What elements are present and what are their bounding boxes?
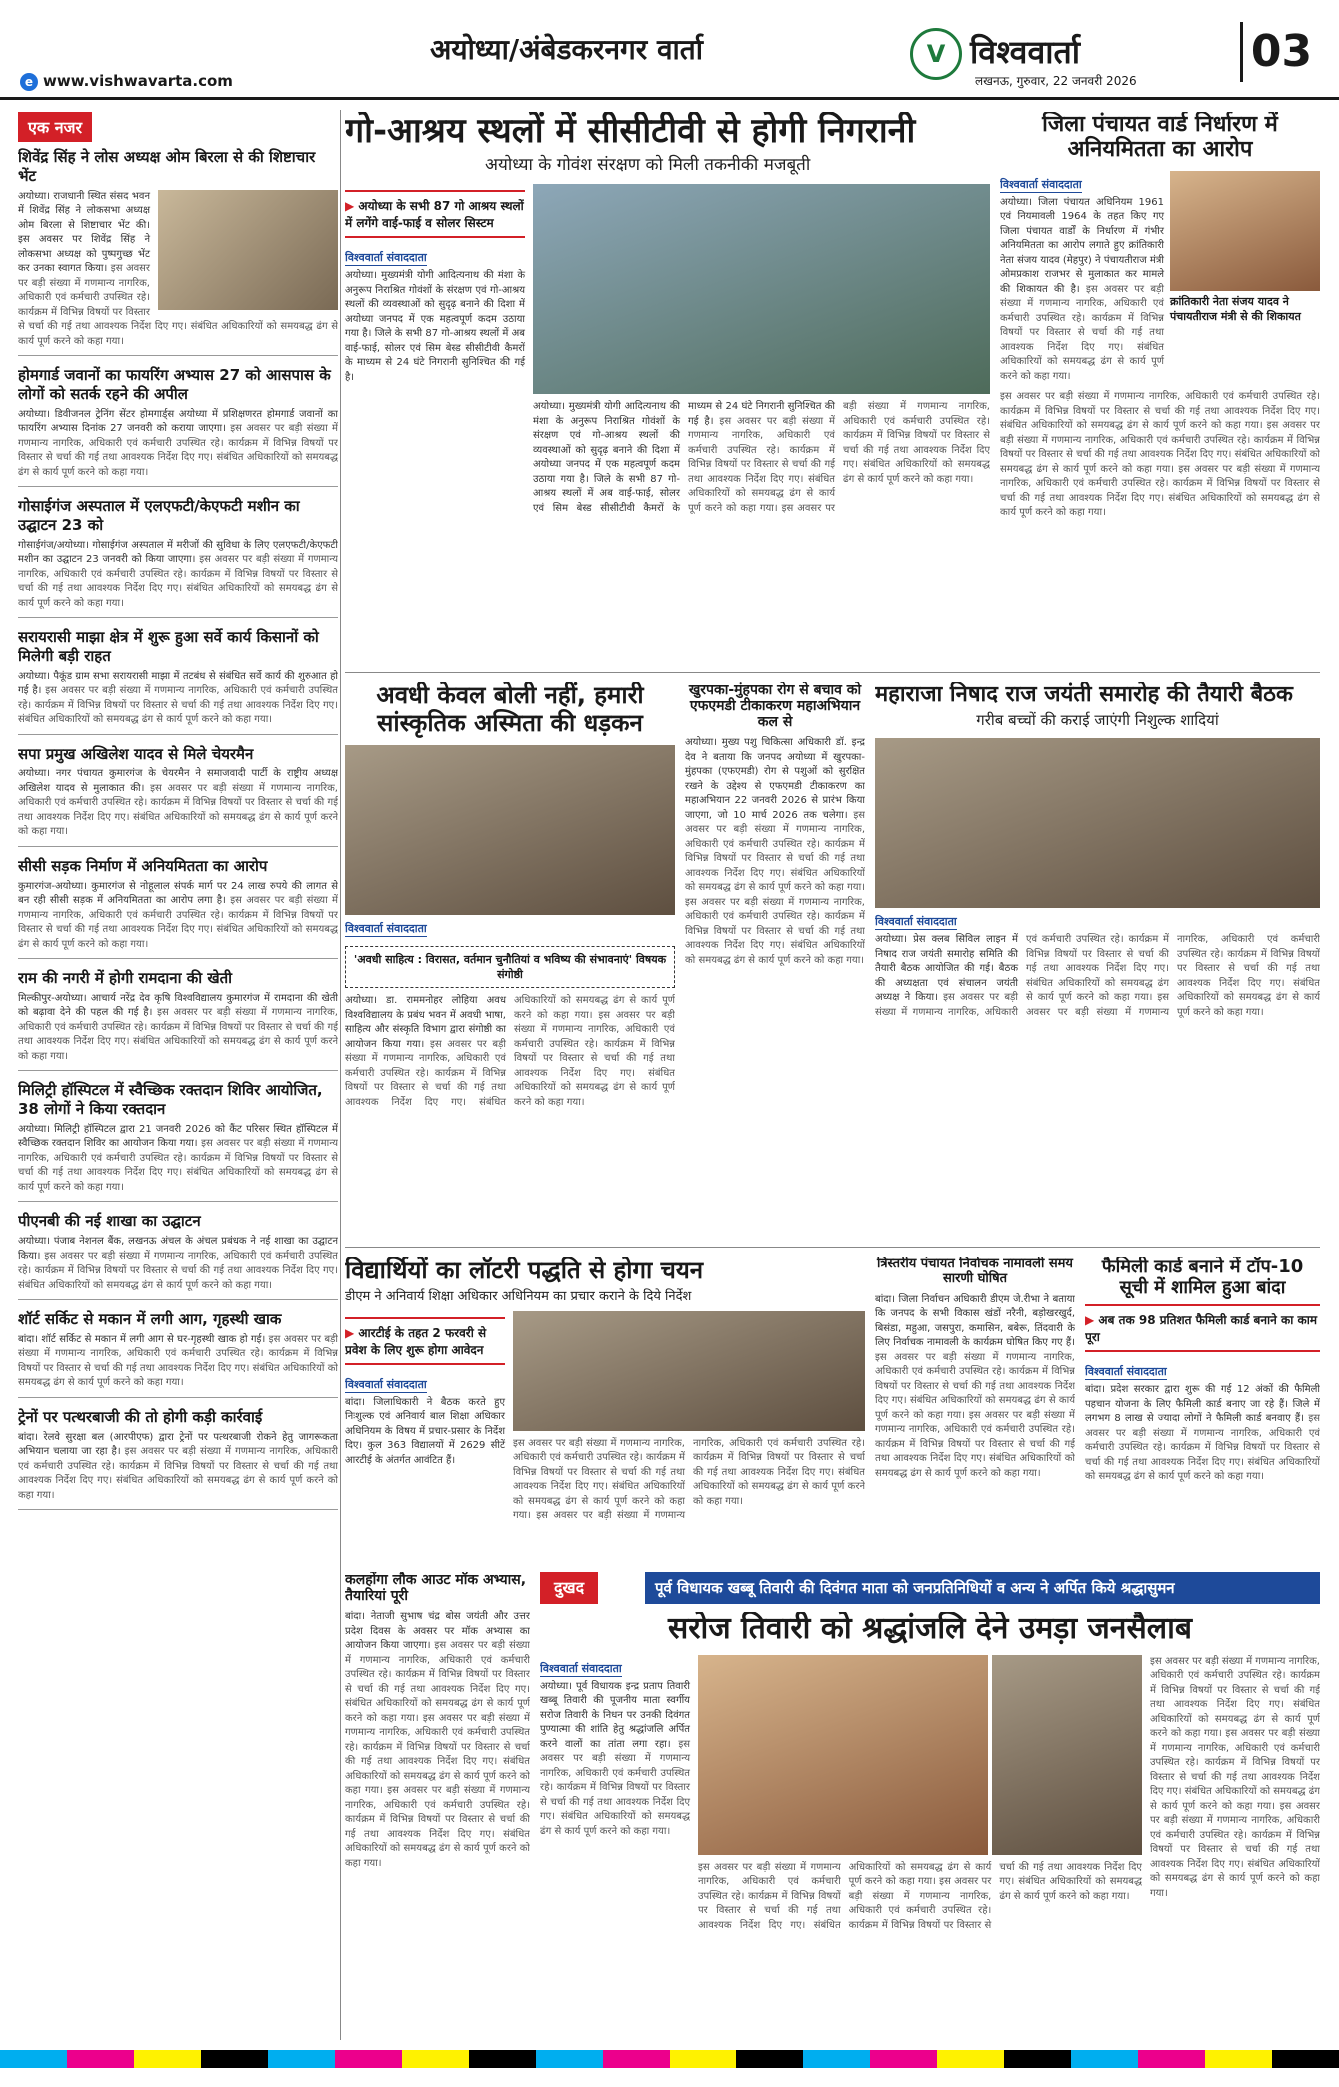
filler-text: इस अवसर पर बड़ी संख्या में गणमान्य नागरिक, अधिकारी एवं कर्मचारी उपस्थित रहे। कार्यक्रम में विभिन्न विषयों पर विस्तार से चर्चा की गई तथा आवश्यक निर्देश दिए गए। संबंधित अधिकारियों को समयबद्ध ढंग से कार्य पूर्ण करने को कहा गया। <box>685 896 865 966</box>
page-number: 03 <box>1240 22 1320 82</box>
row-divider <box>345 1247 1320 1248</box>
story-body: बांदा। जिला निर्वाचन अधिकारी डीएम जे.रीभा ने बताया कि जनपद के सभी विकास खंडों नरैनी, बड़ोखरखुर्द, बिसंडा, महुआ, जसपुरा, कमासिन, बबेरू, तिंदवारी के लिए निर्वाचक नामावली के कार्यक्रम घोषित किए गए हैं। <box>875 1293 1075 1349</box>
story-body: अयोध्या। पूर्व विधायक इन्द्र प्रताप तिवारी खब्बू तिवारी की पूजनीय माता स्वर्गीय सरोज तिवारी के निधन पर उनकी दिवंगत पुण्यात्मा की शांति हेतु श्रद्धांजलि अर्पित करने वालों का तांता लगा रहा। <box>540 1680 690 1750</box>
color-swatch <box>469 2050 536 2068</box>
filler-text: इस अवसर पर बड़ी संख्या में गणमान्य नागरिक, अधिकारी एवं कर्मचारी उपस्थित रहे। कार्यक्रम में विभिन्न विषयों पर विस्तार से चर्चा की गई तथा आवश्यक निर्देश दिए गए। संबंधित अधिकारियों को समयबद्ध ढंग से कार्य पूर्ण करने को कहा गया। <box>514 1009 675 1108</box>
brand-logo-icon: V <box>910 28 962 80</box>
main-content <box>345 112 1320 2002</box>
filler-text: इस अवसर पर बड़ी संख्या में गणमान्य नागरिक, अधिकारी एवं कर्मचारी उपस्थित रहे। कार्यक्रम में विभिन्न विषयों पर विस्तार से चर्चा की गई तथा आवश्यक निर्देश दिए गए। संबंधित अधिकारियों को समयबद्ध ढंग से कार्य पूर्ण करने को कहा गया। <box>1150 1728 1320 1812</box>
sidebar-story <box>18 628 338 735</box>
story-byline: विश्ववार्ता संवाददाता <box>345 1377 427 1391</box>
sidebar-headline: सीसी सड़क निर्माण में अनियमितता का आरोप <box>18 856 268 875</box>
story-byline: विश्ववार्ता संवाददाता <box>1085 1365 1167 1379</box>
filler-text: इस अवसर पर बड़ी संख्या में गणमान्य नागरिक, अधिकारी एवं कर्मचारी उपस्थित रहे। कार्यक्रम में विभिन्न विषयों पर विस्तार से चर्चा की गई तथा आवश्यक निर्देश दिए गए। संबंधित अधिकारियों को समयबद्ध ढंग से कार्य पूर्ण करने को कहा गया। <box>345 995 675 1108</box>
news-photo <box>533 184 990 394</box>
filler-text: इस अवसर पर बड़ी संख्या में गणमान्य नागरिक, अधिकारी एवं कर्मचारी उपस्थित रहे। कार्यक्रम में विभिन्न विषयों पर विस्तार से चर्चा की गई तथा आवश्यक निर्देश दिए गए। संबंधित अधिकारियों को समयबद्ध ढंग से कार्य पूर्ण करने को कहा गया। <box>345 1785 530 1869</box>
filler-text: इस अवसर पर बड़ी संख्या में गणमान्य नागरिक, अधिकारी एवं कर्मचारी उपस्थित रहे। कार्यक्रम में विभिन्न विषयों पर विस्तार से चर्चा की गई तथा आवश्यक निर्देश दिए गए। संबंधित अधिकारियों को समयबद्ध ढंग से कार्य पूर्ण करने को कहा गया। <box>1026 934 1320 1018</box>
sidebar-label: एक नजर <box>18 112 92 142</box>
story-headline: जिला पंचायत वार्ड निर्धारण में अनियमितता का आरोप <box>1042 112 1278 163</box>
color-swatch <box>603 2050 670 2068</box>
story-awadhi <box>345 682 675 1242</box>
filler-text: इस अवसर पर बड़ी संख्या में गणमान्य नागरिक, अधिकारी एवं कर्मचारी उपस्थित रहे। कार्यक्रम में विभिन्न विषयों पर विस्तार से चर्चा की गई तथा आवश्यक निर्देश दिए गए। संबंधित अधिकारियों को समयबद्ध ढंग से कार्य पूर्ण करने को कहा गया। <box>1085 1413 1320 1483</box>
story-byline: विश्ववार्ता संवाददाता <box>875 915 957 929</box>
filler-text: इस अवसर पर बड़ी संख्या में गणमान्य नागरिक, अधिकारी एवं कर्मचारी उपस्थित रहे। कार्यक्रम में विभिन्न विषयों पर विस्तार से चर्चा की गई तथा आवश्यक निर्देश दिए गए। संबंधित अधिकारियों को समयबद्ध ढंग से कार्य पूर्ण करने को कहा गया। <box>18 1446 338 1501</box>
story-lottery <box>345 1257 865 1567</box>
sidebar-headline: होमगार्ड जवानों का फायरिंग अभ्यास 27 को आसपास के लोगों को सतर्क रहने की अपील <box>18 366 331 403</box>
sidebar-headline: शॉर्ट सर्किट से मकान में लगी आग, गृहस्थी खाक <box>18 1310 282 1328</box>
story-headline: फैमिली कार्ड बनाने में टॉप-10 सूची में शामिल हुआ बांदा <box>1101 1257 1304 1298</box>
sidebar-story <box>18 857 338 959</box>
dukhad-tag: दुखद <box>540 1572 598 1604</box>
sidebar-body: कुमारगंज-अयोध्या। कुमारगंज से नोहूलाल संपर्क मार्ग पर 24 लाख रुपये की लागत से बन रही सीसी सड़क में अनियमितता का आरोप लगा है। <box>18 880 338 906</box>
sidebar-ek-nazar <box>18 112 338 2002</box>
story-body: अयोध्या। मुख्यमंत्री योगी आदित्यनाथ की मंशा के अनुरूप निराश्रित गोवंशों के संरक्षण एवं गो-आश्रय स्थलों की व्यवस्थाओं को सुदृढ़ बनाने की दिशा में अयोध्या जनपद में एक महत्वपूर्ण कदम उठाया गया है। जिले के सभी 87 गो-आश्रय स्थलों में अब वाई-फाई, सोलर एवं सिम बेस्ड सीसीटीवी कैमरों के माध्यम से 24 घंटे निगरानी सुनिश्चित की गई है। <box>345 270 525 383</box>
story-body: अयोध्या। मुख्य पशु चिकित्सा अधिकारी डॉ. इन्द्र देव ने बताया कि जनपद अयोध्या में खुरपका-मुंहपका (एफएमडी) रोग से पशुओं को सुरक्षित रखने के उद्देश्य से एफएमडी टीकाकरण का महाअभियान 22 जनवरी 2026 से प्रारंभ किया जाएगा, जो 10 मार्च 2026 तक चलेगा। <box>685 737 865 821</box>
color-swatch <box>1272 2050 1339 2068</box>
story-panchayat <box>1000 112 1320 667</box>
sidebar-headline: गोसाईगंज अस्पताल में एलएफटी/केएफटी मशीन का उद्घाटन 23 को <box>18 497 300 534</box>
filler-text: इस अवसर पर बड़ी संख्या में गणमान्य नागरिक, अधिकारी एवं कर्मचारी उपस्थित रहे। कार्यक्रम में विभिन्न विषयों पर विस्तार से चर्चा की गई तथा आवश्यक निर्देश दिए गए। संबंधित अधिकारियों को समयबद्ध ढंग से कार्य पूर्ण करने को कहा गया। <box>1150 1800 1320 1899</box>
filler-text: इस अवसर पर बड़ी संख्या में गणमान्य नागरिक, अधिकारी एवं कर्मचारी उपस्थित रहे। कार्यक्रम में विभिन्न विषयों पर विस्तार से चर्चा की गई तथा आवश्यक निर्देश दिए गए। संबंधित अधिकारियों को समयबद्ध ढंग से कार्य पूर्ण करने को कहा गया। <box>536 1437 865 1522</box>
filler-text: इस अवसर पर बड़ी संख्या में गणमान्य नागरिक, अधिकारी एवं कर्मचारी उपस्थित रहे। कार्यक्रम में विभिन्न विषयों पर विस्तार से चर्चा की गई तथा आवश्यक निर्देश दिए गए। संबंधित अधिकारियों को समयबद्ध ढंग से कार्य पूर्ण करने को कहा गया। <box>18 423 338 478</box>
website-link[interactable] <box>20 72 233 91</box>
color-swatch <box>0 2050 67 2068</box>
story-byline: विश्ववार्ता संवाददाता <box>1000 177 1082 191</box>
color-swatch <box>1205 2050 1272 2068</box>
color-swatch <box>335 2050 402 2068</box>
color-swatch <box>1004 2050 1071 2068</box>
story-byline: विश्ववार्ता संवाददाता <box>540 1661 622 1675</box>
news-photo <box>875 738 1320 908</box>
masthead <box>0 0 1339 100</box>
sidebar-headline: पीएनबी की नई शाखा का उद्घाटन <box>18 1212 201 1231</box>
news-photo <box>345 745 675 915</box>
story-body: बांदा। प्रदेश सरकार द्वारा शुरू की गई 12 अंकों की फैमिली पहचान योजना के लिए फैमिली कार्ड बनाए जा रहे हैं। जिले में लगभग 8 लाख से ज्यादा लोगों ने फैमिली कार्ड बनवाए हैं। <box>1085 1384 1320 1425</box>
website-url: www.vishwavarta.com <box>43 72 233 90</box>
filler-text: इस अवसर पर बड़ी संख्या में गणमान्य नागरिक, अधिकारी एवं कर्मचारी उपस्थित रहे। कार्यक्रम में विभिन्न विषयों पर विस्तार से चर्चा की गई तथा आवश्यक निर्देश दिए गए। संबंधित अधिकारियों को समयबद्ध ढंग से कार्य पूर्ण करने को कहा गया। <box>18 1007 338 1062</box>
filler-text: इस अवसर पर बड़ी संख्या में गणमान्य नागरिक, अधिकारी एवं कर्मचारी उपस्थित रहे। कार्यक्रम में विभिन्न विषयों पर विस्तार से चर्चा की गई तथा आवश्यक निर्देश दिए गए। संबंधित अधिकारियों को समयबद्ध ढंग से कार्य पूर्ण करने को कहा गया। <box>1000 420 1320 475</box>
story-subhead: डीएम ने अनिवार्य शिक्षा अधिकार अधिनियम का प्रचार कराने के दिये निर्देश <box>345 1288 692 1304</box>
news-photo <box>992 1655 1142 1855</box>
filler-text: इस अवसर पर बड़ी संख्या में गणमान्य नागरिक, अधिकारी एवं कर्मचारी उपस्थित रहे। कार्यक्रम में विभिन्न विषयों पर विस्तार से चर्चा की गई तथा आवश्यक निर्देश दिए गए। संबंधित अधिकारियों को समयबद्ध ढंग से कार्य पूर्ण करने को कहा गया। <box>540 1738 690 1837</box>
story-nishad <box>875 682 1320 1242</box>
photo-caption: क्रांतिकारी नेता संजय यादव ने पंचायतीराज मंत्री से की शिकायत <box>1170 294 1301 323</box>
sidebar-body: अयोध्या। मिलिट्री हॉस्पिटल द्वारा 21 जनवरी 2026 को कैंट परिसर स्थित हॉस्पिटल में स्वैच्छिक रक्तदान शिविर का आयोजन किया गया। <box>18 1123 338 1150</box>
story-headline: सरोज तिवारी को श्रद्धांजलि देने उमड़ा जनसैलाब <box>668 1612 1192 1646</box>
sidebar-story <box>18 1081 338 1202</box>
row-divider <box>345 672 1320 673</box>
filler-text: इस अवसर पर बड़ी संख्या में गणमान्य नागरिक, अधिकारी एवं कर्मचारी उपस्थित रहे। कार्यक्रम में विभिन्न विषयों पर विस्तार से चर्चा की गई तथा आवश्यक निर्देश दिए गए। संबंधित अधिकारियों को समयबद्ध ढंग से कार्य पूर्ण करने को कहा गया। <box>18 263 338 347</box>
filler-text: इस अवसर पर बड़ी संख्या में गणमान्य नागरिक, अधिकारी एवं कर्मचारी उपस्थित रहे। कार्यक्रम में विभिन्न विषयों पर विस्तार से चर्चा की गई तथा आवश्यक निर्देश दिए गए। संबंधित अधिकारियों को समयबद्ध ढंग से कार्य पूर्ण करने को कहा गया। <box>1000 391 1320 432</box>
filler-text: इस अवसर पर बड़ी संख्या में गणमान्य नागरिक, अधिकारी एवं कर्मचारी उपस्थित रहे। कार्यक्रम में विभिन्न विषयों पर विस्तार से चर्चा की गई तथा आवश्यक निर्देश दिए गए। संबंधित अधिकारियों को समयबद्ध ढंग से कार्य पूर्ण करने को कहा गया। <box>18 554 338 609</box>
color-swatch <box>134 2050 201 2068</box>
filler-text: इस अवसर पर बड़ी संख्या में गणमान्य नागरिक, अधिकारी एवं कर्मचारी उपस्थित रहे। कार्यक्रम में विभिन्न विषयों पर विस्तार से चर्चा की गई तथा आवश्यक निर्देश दिए गए। संबंधित अधिकारियों को समयबद्ध ढंग से कार्य पूर्ण करने को कहा गया। <box>698 1861 992 1931</box>
story-subhead: अयोध्या के गोवंश संरक्षण को मिली तकनीकी मजबूती <box>485 155 811 176</box>
sidebar-body: मिल्कीपुर-अयोध्या। आचार्य नरेंद्र देव कृषि विश्वविद्यालय कुमारगंज में रामदाना की खेती को बढ़ावा देने की पहल की गई है। <box>18 992 338 1019</box>
sidebar-story <box>18 1310 338 1398</box>
filler-text: इस अवसर पर बड़ी संख्या में गणमान्य नागरिक, अधिकारी एवं कर्मचारी उपस्थित रहे। कार्यक्रम में विभिन्न विषयों पर विस्तार से चर्चा की गई तथा आवश्यक निर्देश दिए गए। संबंधित अधिकारियों को समयबद्ध ढंग से कार्य पूर्ण करने को कहा गया। <box>513 1437 685 1522</box>
sidebar-headline: सपा प्रमुख अखिलेश यादव से मिले चेयरमैन <box>18 744 254 763</box>
news-photo <box>513 1311 865 1431</box>
portrait-photo <box>1170 171 1320 291</box>
sidebar-headline: मिलिट्री हॉस्पिटल में स्वैच्छिक रक्तदान शिविर आयोजित, 38 लोगों ने किया रक्तदान <box>18 1081 323 1118</box>
filler-text: इस अवसर पर बड़ी संख्या में गणमान्य नागरिक, अधिकारी एवं कर्मचारी उपस्थित रहे। कार्यक्रम में विभिन्न विषयों पर विस्तार से चर्चा की गई तथा आवश्यक निर्देश दिए गए। संबंधित अधिकारियों को समयबद्ध ढंग से कार्य पूर्ण करने को कहा गया। <box>18 895 338 950</box>
story-body-continued: अयोध्या। मुख्यमंत्री योगी आदित्यनाथ की मंशा के अनुरूप निराश्रित गोवंशों के संरक्षण एवं गो-आश्रय स्थलों की व्यवस्थाओं को सुदृढ़ बनाने की दिशा में अयोध्या जनपद में एक महत्वपूर्ण कदम उठाया गया है। जिले के सभी 87 गो-आश्रय स्थलों में अब वाई-फाई, सोलर एवं सिम बेस्ड सीसीटीवी कैमरों के माध्यम से 24 घंटे निगरानी सुनिश्चित की गई है। <box>533 401 835 514</box>
story-highlight: ▶ अयोध्या के सभी 87 गो आश्रय स्थलों में लगेंगे वाई-फाई व सोलर सिस्टम <box>345 190 525 238</box>
story-body: बांदा। नेताजी सुभाष चंद्र बोस जयंती और उत्तर प्रदेश दिवस के अवसर पर मॉक अभ्यास का आयोजन किया जाएगा। <box>345 1611 530 1652</box>
story-byline: विश्ववार्ता संवाददाता <box>345 251 427 265</box>
story-body: अयोध्या। डा. राममनोहर लोहिया अवध विश्वविद्यालय के प्रबंध भवन में अवधी भाषा, साहित्य और संस्कृति विभाग द्वारा संगोष्ठी का आयोजन किया गया। <box>345 995 506 1050</box>
color-swatch <box>536 2050 603 2068</box>
filler-text: इस अवसर पर बड़ी संख्या में गणमान्य नागरिक, अधिकारी एवं कर्मचारी उपस्थित रहे। कार्यक्रम में विभिन्न विषयों पर विस्तार से चर्चा की गई तथा आवश्यक निर्देश दिए गए। संबंधित अधिकारियों को समयबद्ध ढंग से कार्य पूर्ण करने को कहा गया। <box>1000 463 1320 519</box>
dateline: लखनऊ, गुरुवार, 22 जनवरी 2026 <box>975 74 1137 88</box>
story-cctv <box>345 112 990 667</box>
filler-text: इस अवसर पर बड़ी संख्या में गणमान्य नागरिक, अधिकारी एवं कर्मचारी उपस्थित रहे। कार्यक्रम में विभिन्न विषयों पर विस्तार से चर्चा की गई तथा आवश्यक निर्देश दिए गए। संबंधित अधिकारियों को समयबद्ध ढंग से कार्य पूर्ण करने को कहा गया। <box>345 1712 530 1797</box>
story-headline: महाराजा निषाद राज जयंती समारोह की तैयारी बैठक <box>875 682 1293 707</box>
story-subhead: गरीब बच्चों की कराई जाएंगी निशुल्क शादियां <box>976 711 1219 730</box>
sidebar-body: अयोध्या। डिवीजनल ट्रेनिंग सेंटर होमगार्ड्स अयोध्या में प्रशिक्षणरत होमगार्ड जवानों का फायरिंग अभ्यास दिनांक 27 जनवरी को कराया जाएगा। <box>18 408 338 434</box>
story-body: अयोध्या। जिला पंचायत अधिनियम 1961 एवं नियमावली 1964 के तहत किए गए जिला पंचायत वार्डों के निर्धारण में गंभीर अनियमितता का आरोप लगाते हुए क्रांतिकारी नेता संजय यादव (मेहपुर) ने पंचायतीराज मंत्री ओमप्रकाश राजभर से मुलाकात कर मामले की शिकायत की है। <box>1000 196 1164 295</box>
sidebar-headline: ट्रेनों पर पत्थरबाजी की तो होगी कड़ी कार्रवाई <box>18 1407 263 1426</box>
story-byline: विश्ववार्ता संवाददाता <box>345 922 427 936</box>
color-swatch <box>402 2050 469 2068</box>
color-swatch <box>67 2050 134 2068</box>
filler-text: इस अवसर पर बड़ी संख्या में गणमान्य नागरिक, अधिकारी एवं कर्मचारी उपस्थित रहे। कार्यक्रम में विभिन्न विषयों पर विस्तार से चर्चा की गई तथा आवश्यक निर्देश दिए गए। संबंधित अधिकारियों को समयबद्ध ढंग से कार्य पूर्ण करने को कहा गया। <box>345 1640 530 1724</box>
story-kalhans <box>345 1572 530 2002</box>
story-highlight: ▶ आरटीई के तहत 2 फरवरी से प्रवेश के लिए शुरू होगा आवेदन <box>345 1317 505 1365</box>
filler-text: इस अवसर पर बड़ी संख्या में गणमान्य नागरिक, अधिकारी एवं कर्मचारी उपस्थित रहे। कार्यक्रम में विभिन्न विषयों पर विस्तार से चर्चा की गई तथा आवश्यक निर्देश दिए गए। संबंधित अधिकारियों को समयबद्ध ढंग से कार्य पूर्ण करने को कहा गया। <box>685 809 865 894</box>
brand-name: विश्ववार्ता <box>970 33 1081 71</box>
story-headline: कलहोंगा लौक आउट मॉक अभ्यास, तैयारियां पूरी <box>345 1572 527 1605</box>
internet-explorer-icon: e <box>20 73 38 91</box>
sidebar-body: गोसाईगंज/अयोध्या। गोसाईगंज अस्पताल में मरीजों की सुविधा के लिए एलएफटी/केएफटी मशीन का उद्घाटन 23 जनवरी को किया जाएगा। <box>18 539 338 565</box>
story-saroj-tiwari <box>540 1612 1320 2002</box>
sidebar-body: अयोध्या। पंजाब नेशनल बैंक, लखनऊ अंचल के अंचल प्रबंधक ने नई शाखा का उद्घाटन किया। <box>18 1236 338 1262</box>
filler-text: इस अवसर पर बड़ी संख्या में गणमान्य नागरिक, अधिकारी एवं कर्मचारी उपस्थित रहे। कार्यक्रम में विभिन्न विषयों पर विस्तार से चर्चा की गई तथा आवश्यक निर्देश दिए गए। संबंधित अधिकारियों को समयबद्ध ढंग से कार्य पूर्ण करने को कहा गया। <box>688 415 835 514</box>
story-headline: गो-आश्रय स्थलों में सीसीटीवी से होगी निगरानी <box>345 112 916 151</box>
story-tristariya <box>875 1257 1075 1567</box>
color-swatch <box>736 2050 803 2068</box>
sidebar-story <box>18 497 338 618</box>
color-swatch <box>1138 2050 1205 2068</box>
sidebar-story <box>18 1408 338 1510</box>
sidebar-story <box>18 745 338 847</box>
sidebar-story <box>18 1212 338 1300</box>
sidebar-headline: राम की नगरी में होगी रामदाना की खेती <box>18 969 233 987</box>
story-highlight: ▶ अब तक 98 प्रतिशत फैमिली कार्ड बनाने का काम पूरा <box>1085 1304 1320 1352</box>
story-body: बांदा। जिलाधिकारी ने बैठक करते हुए निःशुल्क एवं अनिवार्य बाल शिक्षा अधिकार अधिनियम के विषय में प्रचार-प्रसार के निर्देश दिए। कुल 363 विद्यालयों में 2629 सीटें आरटीई के अंतर्गत आवंटित हैं। <box>345 1396 505 1466</box>
news-photo <box>158 190 338 310</box>
story-headline: खुरपका-मुंहपका रोग से बचाव को एफएमडी टीकाकरण महाअभियान कल से <box>688 682 862 731</box>
sidebar-headline: सरायरासी माझा क्षेत्र में शुरू हुआ सर्वे कार्य किसानों को मिलेगी बड़ी राहत <box>18 628 319 665</box>
story-headline: विद्यार्थियों का लॉटरी पद्धति से होगा चयन <box>345 1257 704 1284</box>
news-photo <box>698 1655 988 1855</box>
filler-text: इस अवसर पर बड़ी संख्या में गणमान्य नागरिक, अधिकारी एवं कर्मचारी उपस्थित रहे। कार्यक्रम में विभिन्न विषयों पर विस्तार से चर्चा की गई तथा आवश्यक निर्देश दिए गए। संबंधित अधिकारियों को समयबद्ध ढंग से कार्य पूर्ण करने को कहा गया। <box>18 1333 338 1389</box>
story-headline: त्रिस्तरीय पंचायत निर्वाचक नामावली समय सारणी घोषित <box>877 1257 1073 1286</box>
filler-text: इस अवसर पर बड़ी संख्या में गणमान्य नागरिक, अधिकारी एवं कर्मचारी उपस्थित रहे। कार्यक्रम में विभिन्न विषयों पर विस्तार से चर्चा की गई तथा आवश्यक निर्देश दिए गए। संबंधित अधिकारियों को समयबद्ध ढंग से कार्य पूर्ण करने को कहा गया। <box>875 1351 1075 1421</box>
story-family-card <box>1085 1257 1320 1567</box>
color-swatch <box>201 2050 268 2068</box>
sidebar-story <box>18 366 338 487</box>
sidebar-body: बांदा। शॉर्ट सर्किट से मकान में लगी आग से घर-गृहस्थी खाक हो गई। <box>18 1333 266 1345</box>
dukhad-strapline: पूर्व विधायक खब्बू तिवारी की दिवंगत माता को जनप्रतिनिधियों व अन्य ने अर्पित किये श्रद्धासुमन <box>645 1572 1320 1604</box>
story-quote: 'अवधी साहित्य : विरासत, वर्तमान चुनौतियां व भविष्य की संभावनाएं' विषयक संगोष्ठी <box>345 946 675 988</box>
filler-text: इस अवसर पर बड़ी संख्या में गणमान्य नागरिक, अधिकारी एवं कर्मचारी उपस्थित रहे। कार्यक्रम में विभिन्न विषयों पर विस्तार से चर्चा की गई तथा आवश्यक निर्देश दिए गए। संबंधित अधिकारियों को समयबद्ध ढंग से कार्य पूर्ण करने को कहा गया। <box>18 1138 338 1193</box>
color-swatch <box>870 2050 937 2068</box>
filler-text: इस अवसर पर बड़ी संख्या में गणमान्य नागरिक, अधिकारी एवं कर्मचारी उपस्थित रहे। कार्यक्रम में विभिन्न विषयों पर विस्तार से चर्चा की गई तथा आवश्यक निर्देश दिए गए। संबंधित अधिकारियों को समयबद्ध ढंग से कार्य पूर्ण करने को कहा गया। <box>848 1861 1142 1931</box>
filler-text: इस अवसर पर बड़ी संख्या में गणमान्य नागरिक, अधिकारी एवं कर्मचारी उपस्थित रहे। कार्यक्रम में विभिन्न विषयों पर विस्तार से चर्चा की गई तथा आवश्यक निर्देश दिए गए। संबंधित अधिकारियों को समयबद्ध ढंग से कार्य पूर्ण करने को कहा गया। <box>875 1409 1075 1479</box>
filler-text: इस अवसर पर बड़ी संख्या में गणमान्य नागरिक, अधिकारी एवं कर्मचारी उपस्थित रहे। कार्यक्रम में विभिन्न विषयों पर विस्तार से चर्चा की गई तथा आवश्यक निर्देश दिए गए। संबंधित अधिकारियों को समयबद्ध ढंग से कार्य पूर्ण करने को कहा गया। <box>1000 283 1164 382</box>
story-fmd <box>685 682 865 1242</box>
sidebar-story <box>18 969 338 1071</box>
filler-text: इस अवसर पर बड़ी संख्या में गणमान्य नागरिक, अधिकारी एवं कर्मचारी उपस्थित रहे। कार्यक्रम में विभिन्न विषयों पर विस्तार से चर्चा की गई तथा आवश्यक निर्देश दिए गए। संबंधित अधिकारियों को समयबद्ध ढंग से कार्य पूर्ण करने को कहा गया। <box>875 934 1169 1018</box>
filler-text: इस अवसर पर बड़ी संख्या में गणमान्य नागरिक, अधिकारी एवं कर्मचारी उपस्थित रहे। कार्यक्रम में विभिन्न विषयों पर विस्तार से चर्चा की गई तथा आवश्यक निर्देश दिए गए। संबंधित अधिकारियों को समयबद्ध ढंग से कार्य पूर्ण करने को कहा गया। <box>1150 1655 1320 1739</box>
filler-text: इस अवसर पर बड़ी संख्या में गणमान्य नागरिक, अधिकारी एवं कर्मचारी उपस्थित रहे। कार्यक्रम में विभिन्न विषयों पर विस्तार से चर्चा की गई तथा आवश्यक निर्देश दिए गए। संबंधित अधिकारियों को समयबद्ध ढंग से कार्य पूर्ण करने को कहा गया। <box>18 685 338 725</box>
sidebar-story <box>18 148 338 356</box>
color-swatch <box>803 2050 870 2068</box>
color-registration-bar <box>0 2050 1339 2068</box>
section-title: अयोध्या/अंबेडकरनगर वार्ता <box>430 33 703 66</box>
filler-text: इस अवसर पर बड़ी संख्या में गणमान्य नागरिक, अधिकारी एवं कर्मचारी उपस्थित रहे। कार्यक्रम में विभिन्न विषयों पर विस्तार से चर्चा की गई तथा आवश्यक निर्देश दिए गए। संबंधित अधिकारियों को समयबद्ध ढंग से कार्य पूर्ण करने को कहा गया। <box>18 1250 338 1291</box>
column-divider <box>340 110 341 2040</box>
story-body: अयोध्या। प्रेस क्लब सिविल लाइन में निषाद राज जयंती समारोह समिति की तैयारी बैठक आयोजित की गई। बैठक की अध्यक्षता एवं संचालन जयंती अध्यक्ष ने किया। <box>875 934 1018 1004</box>
color-swatch <box>1071 2050 1138 2068</box>
sidebar-body: अयोध्या। नगर पंचायत कुमारगंज के चेयरमैन ने समाजवादी पार्टी के राष्ट्रीय अध्यक्ष अखिलेश यादव से मुलाकात की। <box>18 768 338 794</box>
sidebar-body: अयोध्या। पैकूंड ग्राम सभा सरायरासी माझा में तटबंध से संबंधित सर्वे कार्य की शुरुआत हो गई है। <box>18 670 338 696</box>
sidebar-body: बांदा। रेलवे सुरक्षा बल (आरपीएफ) द्वारा ट्रेनों पर पत्थरबाजी रोकने हेतु जागरूकता अभियान चलाया जा रहा है। <box>18 1431 338 1457</box>
sidebar-body: अयोध्या। राजधानी स्थित संसद भवन में शिवेंद्र सिंह ने लोकसभा अध्यक्ष ओम बिरला से शिष्टाचार भेंट की। इस अवसर पर शिवेंद्र सिंह ने लोकसभा अध्यक्ष को पुष्पगुच्छ भेंट कर उनका स्वागत किया। <box>18 190 150 274</box>
sidebar-headline: शिवेंद्र सिंह ने लोस अध्यक्ष ओम बिरला से की शिष्टाचार भेंट <box>18 148 316 185</box>
color-swatch <box>937 2050 1004 2068</box>
story-headline: अवधी केवल बोली नहीं, हमारी सांस्कृतिक अस्मिता की धड़कन <box>376 682 644 737</box>
filler-text: इस अवसर पर बड़ी संख्या में गणमान्य नागरिक, अधिकारी एवं कर्मचारी उपस्थित रहे। कार्यक्रम में विभिन्न विषयों पर विस्तार से चर्चा की गई तथा आवश्यक निर्देश दिए गए। संबंधित अधिकारियों को समयबद्ध ढंग से कार्य पूर्ण करने को कहा गया। <box>781 401 990 514</box>
color-swatch <box>268 2050 335 2068</box>
color-swatch <box>670 2050 737 2068</box>
filler-text: इस अवसर पर बड़ी संख्या में गणमान्य नागरिक, अधिकारी एवं कर्मचारी उपस्थित रहे। कार्यक्रम में विभिन्न विषयों पर विस्तार से चर्चा की गई तथा आवश्यक निर्देश दिए गए। संबंधित अधिकारियों को समयबद्ध ढंग से कार्य पूर्ण करने को कहा गया। <box>18 782 338 838</box>
